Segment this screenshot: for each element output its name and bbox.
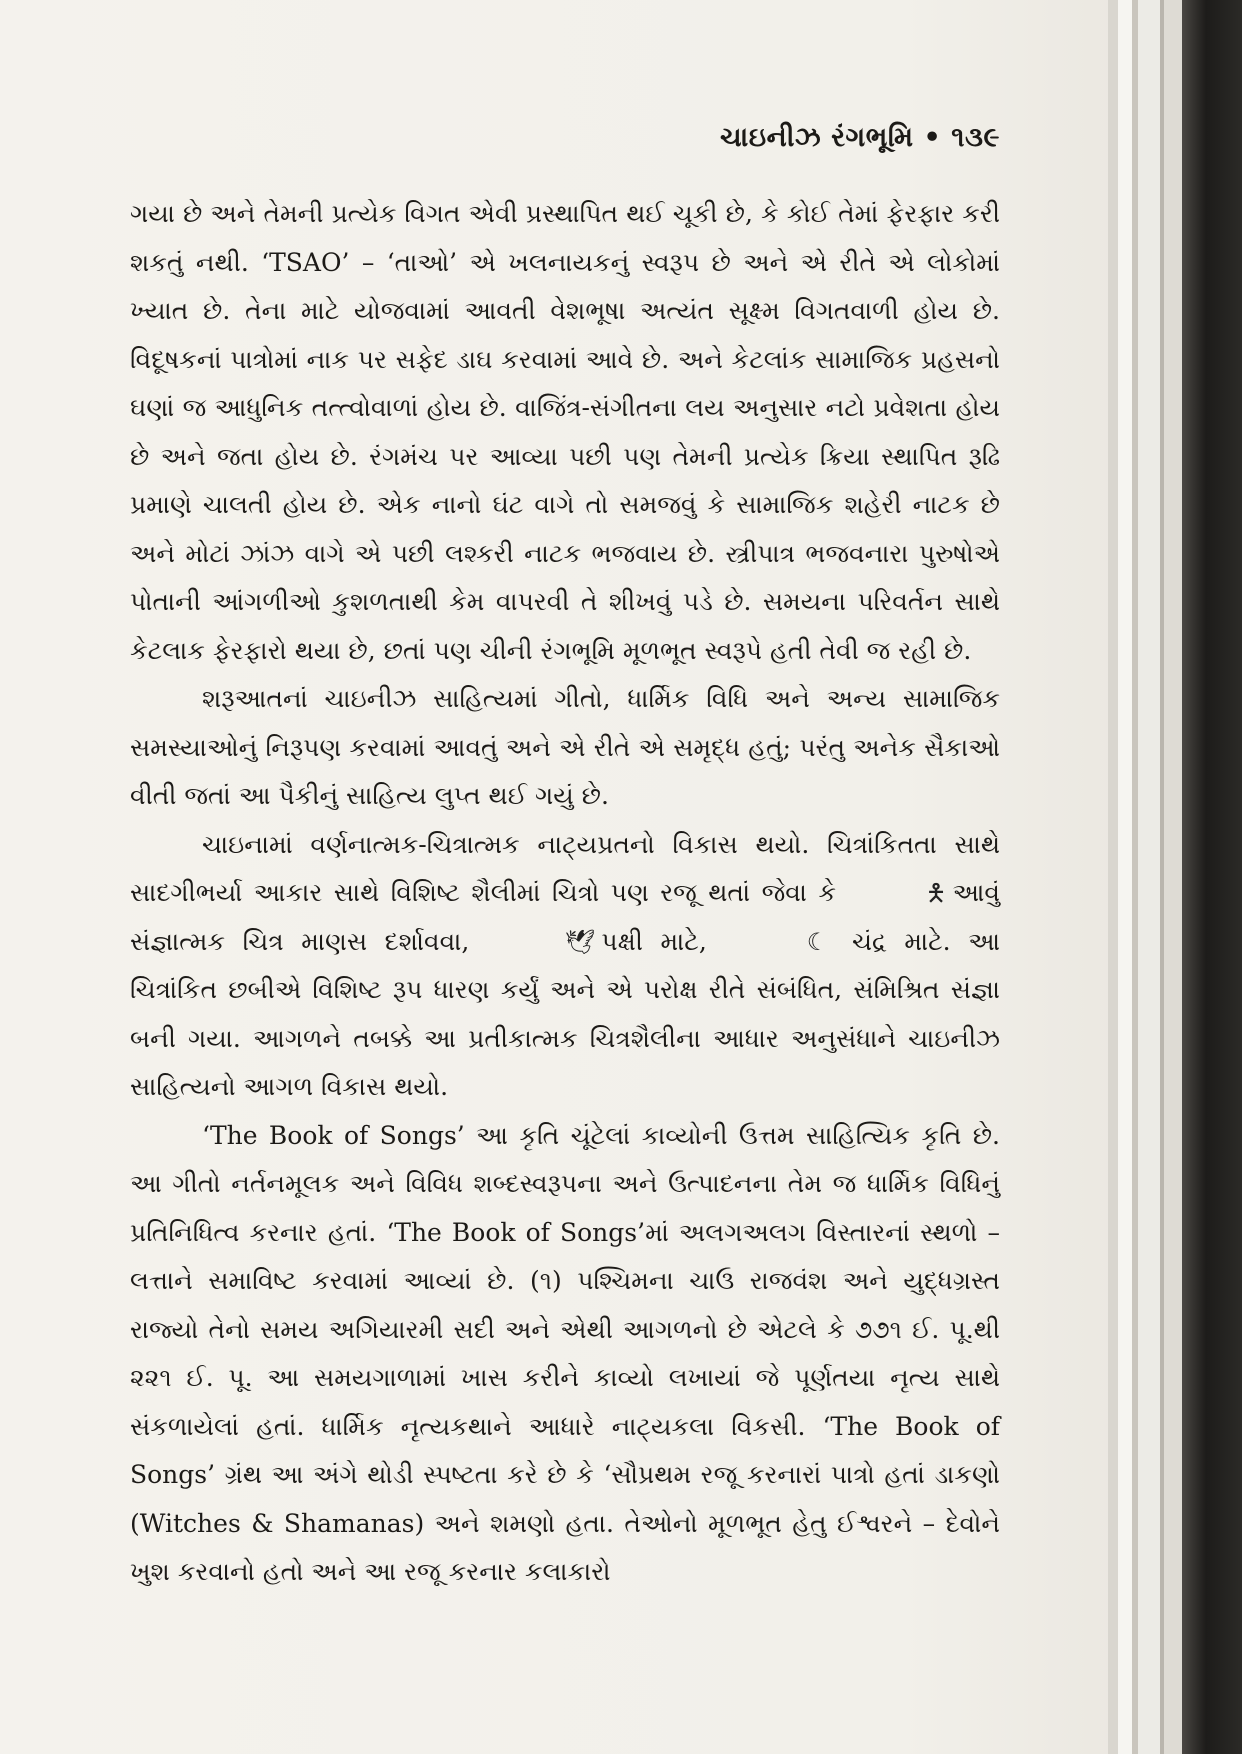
page-number: ૧૩૯: [951, 122, 1000, 153]
page-edge: [1118, 0, 1132, 1754]
header-bullet: •: [923, 122, 942, 153]
moon-pictogram-icon: ☾: [806, 927, 829, 956]
running-header: [700, 122, 1000, 154]
page-edge: [1138, 0, 1160, 1754]
paragraph: શરૂઆતનાં ચાઇનીઝ સાહિત્યમાં ગીતો, ધાર્મિક વિધિ અને અન્ય સામાજિક સમસ્યાઓનું નિરૂપણ કરવામાં આવતું અને એ રીતે એ સમૃદ્ધ હતું; પરંતુ અનેક સૈકાઓ વીતી જતાં આ પૈકીનું સાહિત્ય લુપ્ત થઈ ગયું છે.: [130, 684, 1000, 810]
paragraph: ગયા છે અને તેમની પ્રત્યેક વિગત એવી પ્રસ્થાપિત થઈ ચૂકી છે, કે કોઈ તેમાં ફેરફાર કરી શકતું નથી. ‘TSAO’ – ‘તાઓ’ એ ખલનાયકનું સ્વરૂપ છે અને એ રીતે એ લોકોમાં ખ્યાત છે. તેના માટે યોજવામાં આવતી વેશભૂષા અત્યંત સૂક્ષ્મ વિગતવાળી હોય છે. વિદૂષકનાં પાત્રોમાં નાક પર સફેદ ડાઘ કરવામાં આવે છે. અને કેટલાંક સામાજિક પ્રહસનો ઘણાં જ આધુનિક તત્ત્વોવાળાં હોય છે. વાજિંત્ર-સંગીતના લય અનુસાર નટો પ્રવેશતા હોય છે અને જતા હોય છે. રંગમંચ પર આવ્યા પછી પણ તેમની પ્રત્યેક ક્રિયા સ્થાપિત રૂઢિ પ્રમાણે ચાલતી હોય છે. એક નાનો ઘંટ વાગે તો સમજવું કે સામાજિક શહેરી નાટક છે અને મોટાં ઝાંઝ વાગે એ પછી લશ્કરી નાટક ભજવાય છે. સ્ત્રીપાત્ર ભજવનારા પુરુષોએ પોતાની આંગળીઓ કુશળતાથી કેમ વાપરવી તે શીખવું પડે છે. સમયના પરિવર્તન સાથે કેટલાક ફેરફારો થયા છે, છતાં પણ ચીની રંગભૂમિ મૂળભૂત સ્વરૂપે હતી તેવી જ રહી છે.: [130, 199, 1000, 665]
paragraph: ‘The Book of Songs’ આ કૃતિ ચૂંટેલાં કાવ્યોની ઉત્તમ સાહિત્યિક કૃતિ છે. આ ગીતો નર્તનમૂલક અને વિવિધ શબ્દસ્વરૂપના અને ઉત્પાદનના તેમ જ ધાર્મિક વિધિનું પ્રતિનિધિત્વ કરનાર હતાં. ‘The Book of Songs’માં અલગઅલગ વિસ્તારનાં સ્થળો – લત્તાને સમાવિષ્ટ કરવામાં આવ્યાં છે. (૧) પશ્ચિમના ચાઉ રાજવંશ અને યુદ્ધગ્રસ્ત રાજ્યો તેનો સમય અગિયારમી સદી અને એથી આગળનો છે એટલે કે ૭૭૧ ઈ. પૂ.થી ૨૨૧ ઈ. પૂ. આ સમયગાળામાં ખાસ કરીને કાવ્યો લખાયાં જે પૂર્ણતયા નૃત્ય સાથે સંકળાયેલાં હતાં. ધાર્મિક નૃત્યકથાને આધારે નાટ્યકલા વિકસી. ‘The Book of Songs’ ગ્રંથ આ અંગે થોડી સ્પષ્ટતા કરે છે કે ‘સૌપ્રથમ રજૂ કરનારાં પાત્રો હતાં ડાકણો (Witches & Shamanas) અને શમણો હતા. તેઓનો મૂળભૂત હેતુ ઈશ્વરને – દેવોને ખુશ કરવાનો હતો અને આ રજૂ કરનાર કલાકારો: [130, 1120, 1000, 1586]
paragraph-text: આવું સંજ્ઞાત્મક ચિત્ર માણસ દર્શાવવા,: [130, 878, 1001, 956]
man-pictogram-icon: 🯅: [925, 879, 947, 907]
page-edge: [1108, 0, 1118, 1754]
paragraph-text: ચાઇનામાં વર્ણનાત્મક-ચિત્રાત્મક નાટ્યપ્રતનો વિકાસ થયો. ચિત્રાંકિતતા સાથે સાદગીભર્યા આકાર સાથે વિશિષ્ટ શૈલીમાં ચિત્રો પણ રજૂ થતાં જેવા કે: [130, 829, 1000, 907]
page-edge: [1164, 0, 1182, 1754]
paragraph-text: ચંદ્ર માટે. આ ચિત્રાંકિત છબીએ વિશિષ્ટ રૂપ ધારણ કર્યું અને એ પરોક્ષ રીતે સંબંધિત, સંમિશ્રિત સંજ્ઞા બની ગયા. આગળને તબક્કે આ પ્રતીકાત્મક ચિત્રશૈલીના આધાર અનુસંધાને ચાઇનીઝ સાહિત્યનો આગળ વિકાસ થયો.: [130, 926, 1001, 1101]
paragraph-text: પક્ષી માટે,: [601, 926, 707, 956]
chapter-title: ચાઇનીઝ રંગભૂમિ: [720, 122, 914, 153]
book-binding-shadow: [1182, 0, 1242, 1754]
bird-pictogram-icon: 🕊: [564, 927, 596, 956]
paragraph-with-pictograms: [130, 821, 1000, 1112]
body-text: [130, 190, 1000, 1597]
